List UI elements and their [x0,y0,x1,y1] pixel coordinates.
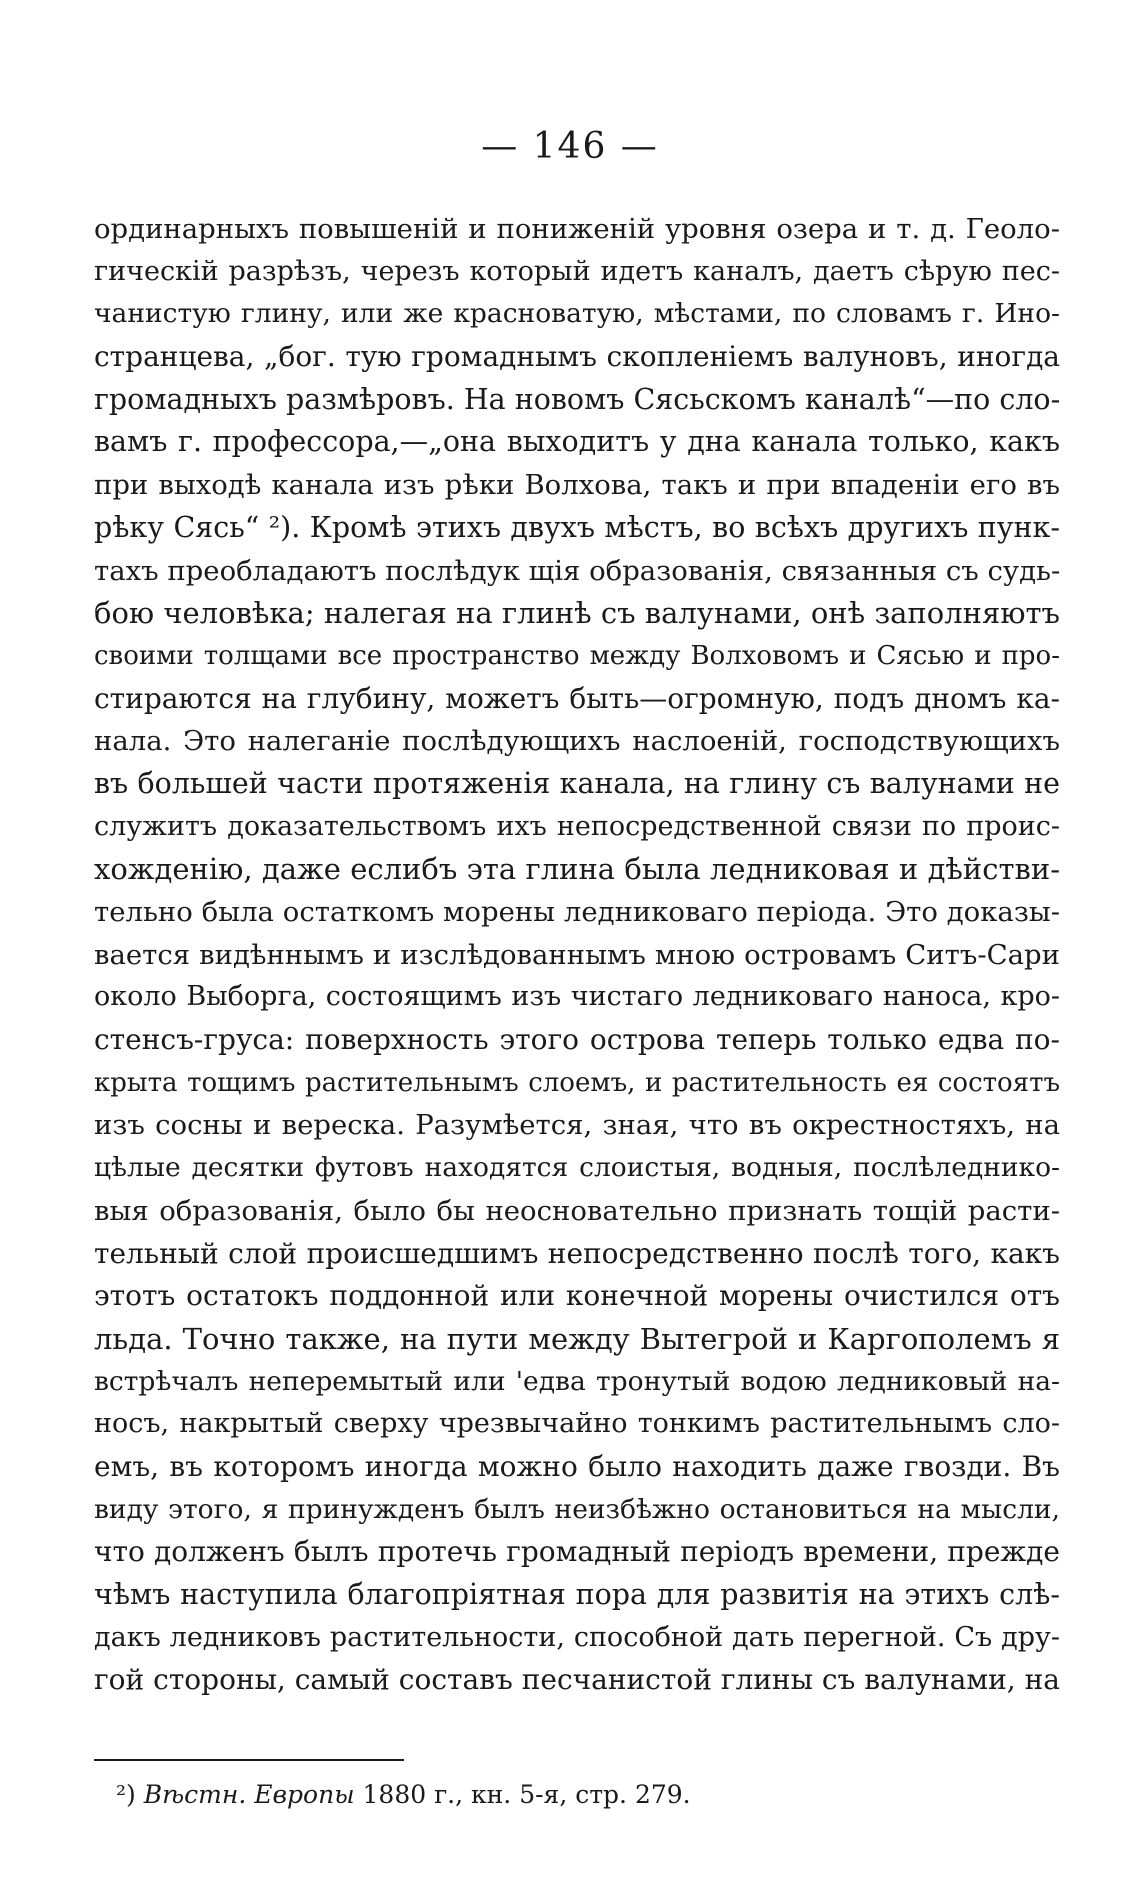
text-line: около Выборга, состоящимъ изъ чистаго ледниковаго наноса, кро- [94,981,1060,1013]
text-line: этотъ остатокъ поддонной или конечной морены очистился отъ [94,1279,1060,1313]
text-line: гическій разрѣзъ, черезъ который идетъ каналъ, даетъ сѣрую пес- [94,255,1060,287]
page-number: — 146 — [481,126,659,167]
text-line: чанистую глину, или же красноватую, мѣстами, по словамъ г. Ино- [94,298,1060,330]
text-line: виду этого, я принужденъ былъ неизбѣжно остановиться на мысли, [94,1493,1060,1525]
text-line: что долженъ былъ протечь громадный періодъ времени, прежде [94,1535,1060,1569]
text-line: дакъ ледниковъ растительности, способной дать перегной. Съ дру- [94,1621,1060,1653]
footnote-source: Вѣстн. Европы [143,1780,355,1809]
text-line: стираются на глубину, можетъ быть—огромную, подъ дномъ ка- [94,681,1060,715]
footnote-details: 1880 г., кн. 5-я, стр. 279. [362,1780,691,1809]
text-line: ординарныхъ повышеній и пониженій уровня озера и т. д. Геоло- [94,213,1060,245]
text-line: выя образованія, было бы неосновательно признать тощій расти- [94,1194,1060,1227]
text-line: стенсъ-груса: поверхность этого острова теперь только едва по- [94,1023,1060,1057]
text-line: бою человѣка; налегая на глинѣ съ валунами, онѣ заполняютъ [94,596,1060,631]
text-line: вается видѣннымъ и изслѣдованнымъ мною островамъ Ситъ-Сари [94,938,1060,971]
text-line: гой стороны, самый составъ песчанистой глины съ валунами, на [94,1663,1060,1697]
text-line: въ большей части протяженія канала, на глину съ валунами не [94,766,1060,800]
text-line: чѣмъ наступила благопріятная пора для развитія на этихъ слѣ- [94,1578,1060,1611]
text-line: нала. Это налеганіе послѣдующихъ наслоеній, господствующихъ [94,725,1060,758]
text-line: цѣлые десятки футовъ находятся слоистыя, водныя, послѣледнико- [94,1152,1060,1184]
body-text [94,208,1060,1702]
footnote-marker: ²) [116,1780,136,1809]
text-line: служитъ доказательствомъ ихъ непосредственной связи по проис- [94,810,1060,842]
text-line: крыта тощимъ растительнымъ слоемъ, и растительность ея состоятъ [94,1067,1060,1098]
text-line: встрѣчалъ неперемытый или 'едва тронутый водою ледниковый на- [94,1365,1060,1397]
text-line: странцева, „бог. тую громаднымъ скопленіемъ валуновъ, иногда [94,340,1060,374]
text-line: тельно была остаткомъ морены ледниковаго періода. Это доказы- [94,896,1060,928]
text-line: емъ, въ которомъ иногда можно было находить даже гвозди. Въ [94,1449,1060,1483]
text-line: льда. Точно также, на пути между Вытегрой и Каргополемъ я [94,1321,1060,1356]
footnote-rule [94,1759,404,1761]
text-line: рѣку Сясь“ ²). Кромѣ этихъ двухъ мѣстъ, во всѣхъ другихъ пунк- [94,510,1060,544]
text-line: при выходѣ канала изъ рѣки Волхова, такъ и при впаденіи его въ [94,469,1060,502]
text-line: тельный слой происшедшимъ непосредственно послѣ того, какъ [94,1236,1060,1270]
text-line: вамъ г. профессора,—„она выходитъ у дна канала только, какъ [94,425,1060,459]
text-line: громадныхъ размѣровъ. На новомъ Сясьскомъ каналѣ“—по сло- [94,382,1060,416]
text-line: хожденію, даже еслибъ эта глина была ледниковая и дѣйстви- [94,852,1060,887]
text-line: носъ, накрытый сверху чрезвычайно тонкимъ растительнымъ сло- [94,1408,1060,1440]
text-line: своими толщами все пространство между Волховомъ и Сясью и про- [94,640,1060,671]
text-line: изъ сосны и вереска. Разумѣется, зная, что въ окрестностяхъ, на [94,1109,1060,1142]
text-line: тахъ преобладаютъ послѣдук щія образованія, связанныя съ судь- [94,554,1060,587]
footnote [116,1778,691,1812]
